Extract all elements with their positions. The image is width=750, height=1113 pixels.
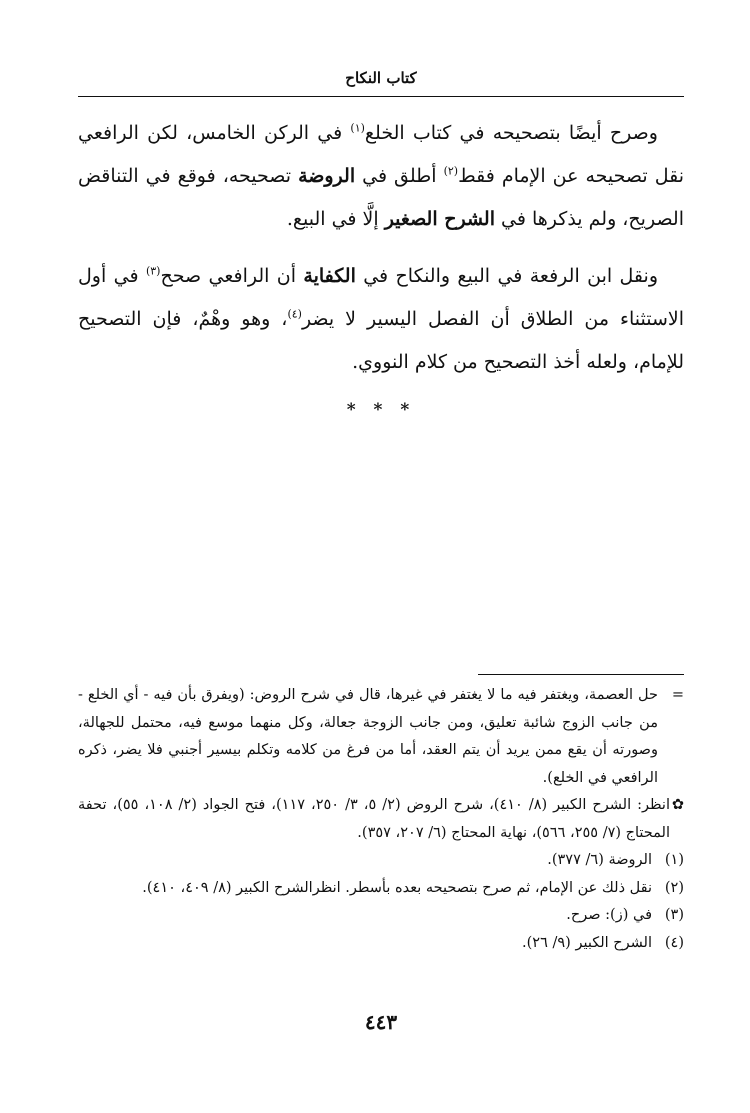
footnote-ref-3[interactable]: (٣)	[145, 264, 161, 278]
footnote-4	[78, 930, 684, 958]
p2-text-a: ونقل ابن الرفعة في البيع والنكاح في	[355, 265, 658, 287]
footnote-3	[78, 902, 684, 930]
p2-text-d: ، وهو وهْمٌ، فإن التصحيح للإمام، ولعله أخذ التصحيح من كلام النووي.	[78, 308, 684, 373]
section-separator: * * *	[346, 400, 416, 420]
footnote-text: نقل ذلك عن الإمام، ثم صرح بتصحيحه بعده بأسطر. انظرالشرح الكبير (٨/ ٤٠٩، ٤١٠).	[142, 879, 652, 896]
footnotes	[78, 682, 684, 957]
flower-icon: ✿	[671, 797, 684, 813]
footnote-ref-1[interactable]: (١)	[350, 121, 365, 135]
header-rule	[78, 96, 684, 97]
continuation-marker: =	[671, 687, 684, 703]
footnote-number: (٢)	[664, 879, 684, 896]
p2-text-c: في أول الاستثناء من الطلاق أن الفصل اليسير لا يضر	[78, 265, 685, 330]
p2-text-b: أن الرافعي صحح	[160, 265, 304, 287]
bold-term-kifaya: الكفاية	[303, 265, 356, 287]
footnote-text: الروضة (٦/ ٣٧٧).	[547, 852, 652, 868]
footnote-continuation	[78, 682, 684, 792]
footnote-rule	[478, 674, 684, 675]
paragraph-2	[78, 255, 684, 384]
page-number: ٤٤٣	[364, 1010, 398, 1034]
p1-text-d: تصحيحه، فوقع في التناقض الصريح، ولم يذكرها في	[78, 165, 684, 230]
footnote-number: (١)	[664, 852, 684, 868]
footnote-flower	[78, 792, 684, 847]
footnote-number: (٣)	[664, 907, 684, 923]
p1-text-a: وصرح أيضًا بتصحيحه في كتاب الخلع	[364, 122, 658, 144]
main-text	[78, 112, 684, 422]
p1-text-b: في الركن الخامس، لكن الرافعي نقل تصحيحه عن الإمام فقط	[78, 122, 684, 187]
bold-term-sharh-saghir: الشرح الصغير	[384, 208, 495, 230]
paragraph-1	[78, 112, 684, 241]
footnote-number: (٤)	[664, 934, 684, 951]
footnote-ref-2[interactable]: (٢)	[443, 164, 459, 178]
p1-text-c: أطلق في	[355, 165, 444, 187]
continuation-text: حل العصمة، ويغتفر فيه ما لا يغتفر في غيرها، قال في شرح الروض: (ويفرق بأن فيه - أي الخلع - من جانب الزوج شائبة تعليق، ومن جانب الزوجة جعالة، وكل منهما موسع فيه، محتمل للجهالة، وصورته أن يقع ممن يريد أن يتم العقد، أما من فرغ من كلامه وتكلم بيسير أجنبي فلا يضر، ذكره الرافعي في الخلع).	[78, 687, 658, 786]
footnote-2	[78, 875, 684, 903]
footnote-ref-4[interactable]: (٤)	[287, 307, 302, 321]
footnote-text: الشرح الكبير (٩/ ٢٦).	[522, 934, 652, 951]
flower-footnote-text: انظر: الشرح الكبير (٨/ ٤١٠)، شرح الروض (٢/ ٥، ٣/ ٢٥٠، ١١٧)، فتح الجواد (٢/ ١٠٨، ٥٥)، تحفة المحتاج (٧/ ٢٥٥، ٥٦٦)، نهاية المحتاج (٦/ ٢٠٧، ٣٥٧).	[78, 797, 670, 841]
footnote-1	[78, 847, 684, 875]
p1-text-e: إلَّا في البيع.	[286, 208, 385, 230]
running-title: كتاب النكاح	[345, 69, 417, 87]
footnote-text: في (ز): صرح.	[566, 907, 652, 923]
bold-term-rawda: الروضة	[298, 165, 356, 187]
